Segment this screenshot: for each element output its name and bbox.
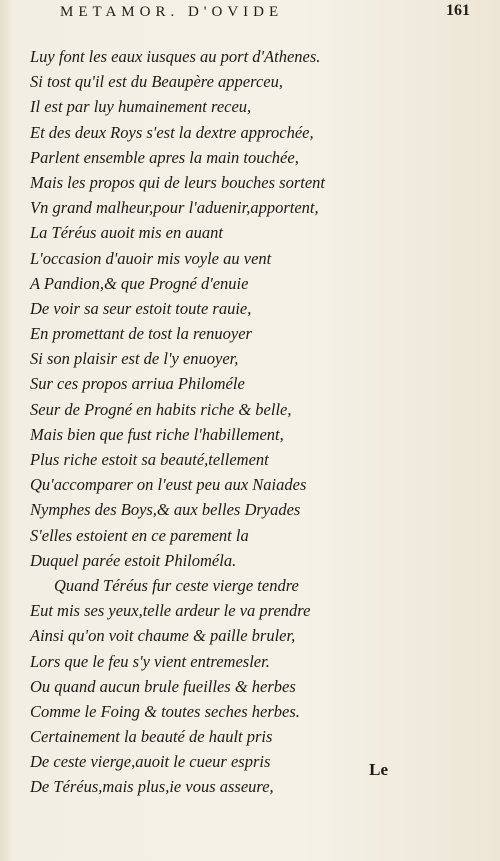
running-head: METAMOR. D'OVIDE [60, 4, 284, 20]
verse-line: Parlent ensemble apres la main touchée, [30, 147, 299, 167]
verse-line: Si son plaisir est de l'y enuoyer, [30, 349, 239, 369]
verse-text [30, 44, 480, 800]
verse-line: A Pandion,& que Progné d'enuie [30, 273, 249, 293]
verse-line: De voir sa seur estoit toute rauie, [30, 298, 252, 318]
catchword: Le [369, 760, 388, 779]
verse-line: S'elles estoient en ce parement la [30, 525, 249, 545]
verse-line: Mais les propos qui de leurs bouches sortent [30, 172, 325, 192]
verse-line: Mais bien que fust riche l'habillement, [30, 424, 284, 444]
verse-line: Eut mis ses yeux,telle ardeur le va prendre [30, 601, 311, 621]
verse-line: De ceste vierge,auoit le cueur espris [30, 752, 271, 772]
verse-line: Et des deux Roys s'est la dextre approchée, [30, 122, 314, 142]
verse-line: Quand Téréus fur ceste vierge tendre [54, 575, 299, 595]
verse-line: Duquel parée estoit Philoméla. [30, 550, 237, 570]
verse-line: De Téréus,mais plus,ie vous asseure, [30, 777, 274, 797]
verse-line: Il est par luy humainement receu, [30, 97, 252, 117]
page-number: 161 [446, 2, 470, 19]
page-header [60, 2, 470, 26]
verse-line: La Téréus auoit mis en auant [30, 223, 223, 243]
verse-line: Ainsi qu'on voit chaume & paille bruler, [30, 626, 296, 646]
verse-line: Sur ces propos arriua Philoméle [30, 374, 245, 394]
verse-line: Si tost qu'il est du Beaupère apperceu, [30, 72, 283, 92]
verse-line: Lors que le feu s'y vient entremesler. [30, 651, 270, 671]
verse-line: En promettant de tost la renuoyer [30, 324, 252, 344]
verse-line: Certainement la beauté de hault pris [30, 727, 273, 747]
verse-line: Ou quand aucun brule fueilles & herbes [30, 676, 296, 696]
verse-line: Plus riche estoit sa beauté,tellement [30, 450, 269, 469]
verse-line: L'occasion d'auoir mis voyle au vent [30, 248, 272, 268]
verse-line: Qu'accomparer on l'eust peu aux Naiades [30, 475, 307, 495]
verse-line: Nymphes des Boys,& aux belles Dryades [30, 500, 301, 520]
verse-line: Seur de Progné en habits riche & belle, [30, 399, 292, 419]
verse-line: Luy font les eaux iusques au port d'Athenes. [30, 47, 321, 66]
verse-line: Vn grand malheur,pour l'aduenir,apportent, [30, 198, 319, 218]
verse-line: Comme le Foing & toutes seches herbes. [30, 701, 300, 721]
